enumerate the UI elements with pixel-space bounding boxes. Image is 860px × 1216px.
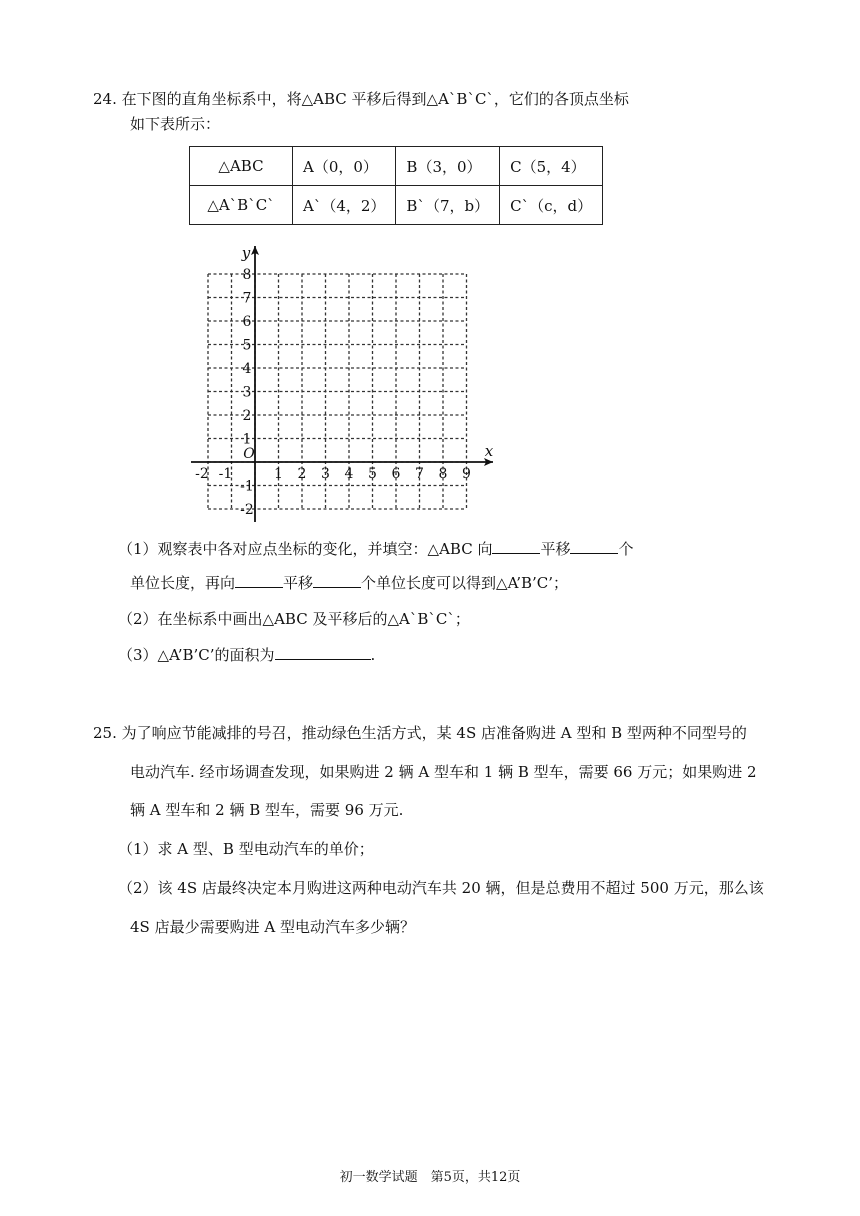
q24-part1-line2-text-a: 单位长度，再向 (130, 574, 236, 592)
q24-part3 (118, 644, 375, 666)
q24-stem-line2: 如下表所示： (130, 115, 221, 133)
x-tick-label: 7 (415, 466, 424, 482)
x-tick-label: 1 (274, 466, 283, 482)
answer-blank[interactable] (313, 573, 361, 588)
x-tick-label: -1 (218, 466, 233, 482)
x-tick-label: -2 (195, 466, 209, 482)
axes (191, 246, 493, 522)
q25-part2-line1: （2）该 4S 店最终决定本月购进这两种电动汽车共 20 辆，但是总费用不超过 500 万元，那么该 (118, 879, 764, 897)
x-tick-label: 8 (438, 466, 448, 482)
q24-part1-text-c: 个 (618, 540, 634, 558)
q24-part1-line2-text-b: 平移 (283, 574, 314, 592)
y-tick-label: 1 (242, 431, 252, 448)
q24-stem-line1 (93, 88, 629, 110)
y-tick-label: 7 (242, 290, 252, 307)
coordinate-grid (185, 240, 505, 530)
x-axis-label: x (484, 442, 494, 460)
q25-line1-text: 为了响应节能减排的号召，推动绿色生活方式，某 4S 店准备购进 A 型和 B 型两种不同型号的 (121, 724, 747, 742)
table-row (190, 147, 603, 186)
q25-line3: 辆 A 型车和 2 辆 B 型车，需要 96 万元. (130, 801, 404, 819)
coordinate-table (189, 146, 603, 225)
origin-label: O (243, 446, 255, 462)
table-cell: A`（4，2） (293, 186, 396, 225)
q24-number: 24. (93, 90, 117, 108)
answer-blank[interactable] (492, 539, 540, 554)
table-cell: C（5，4） (500, 147, 603, 186)
q24-part1-text-b: 平移 (540, 540, 571, 558)
q25-part1: （1）求 A 型、B 型电动汽车的单价； (118, 840, 374, 858)
table-cell: B`（7，b） (396, 186, 500, 225)
q25-line2: 电动汽车. 经市场调查发现，如果购进 2 辆 A 型车和 1 辆 B 型车，需要 66 万元；如果购进 2 (130, 763, 757, 781)
y-tick-label: 8 (242, 267, 252, 283)
y-tick-label: 4 (242, 361, 252, 377)
table-cell: A（0，0） (293, 147, 396, 186)
y-tick-label: -2 (240, 502, 254, 518)
y-axis-label: y (241, 244, 251, 262)
x-tick-label: 5 (368, 466, 377, 482)
x-tick-label: 2 (297, 466, 307, 482)
y-tick-label: 5 (242, 337, 252, 354)
page-footer: 初一数学试题 第5页，共12页 (339, 1170, 521, 1185)
x-tick-label: 4 (344, 466, 354, 482)
y-tick-label: 2 (242, 408, 252, 424)
axis-labels (195, 244, 494, 518)
x-tick-label: 6 (391, 466, 401, 482)
answer-blank[interactable] (570, 539, 618, 554)
table-cell: △ABC (190, 147, 293, 186)
q24-part1-line1 (118, 538, 634, 560)
q24-part3-text-b: . (370, 646, 376, 664)
y-tick-label: 3 (242, 384, 252, 401)
q25-part2-line2: 4S 店最少需要购进 A 型电动汽车多少辆？ (130, 918, 415, 936)
x-tick-label: 3 (321, 466, 330, 482)
q24-part1-line2-text-c: 个单位长度可以得到△A’B’C’； (361, 574, 569, 592)
q24-part1-text-a: （1）观察表中各对应点坐标的变化，并填空：△ABC 向 (118, 540, 493, 558)
answer-blank[interactable] (275, 645, 371, 660)
q24-part1-line2 (130, 572, 568, 594)
table-cell: C`（c，d） (500, 186, 603, 225)
q24-stem-text: 在下图的直角坐标系中，将△ABC 平移后得到△A`B`C`，它们的各顶点坐标 (121, 90, 629, 108)
q24-part3-text-a: （3）△A’B’C’的面积为 (118, 646, 275, 664)
q25-line1 (93, 722, 747, 744)
y-tick-label: -1 (240, 478, 254, 495)
table-row (190, 186, 603, 225)
q24-part2: （2）在坐标系中画出△ABC 及平移后的△A`B`C`； (118, 610, 470, 628)
y-tick-label: 6 (242, 314, 252, 330)
answer-blank[interactable] (235, 573, 283, 588)
table-cell: △A`B`C` (190, 186, 293, 225)
table-cell: B（3，0） (396, 147, 500, 186)
x-tick-label: 9 (462, 466, 471, 482)
q25-number: 25. (93, 724, 117, 742)
